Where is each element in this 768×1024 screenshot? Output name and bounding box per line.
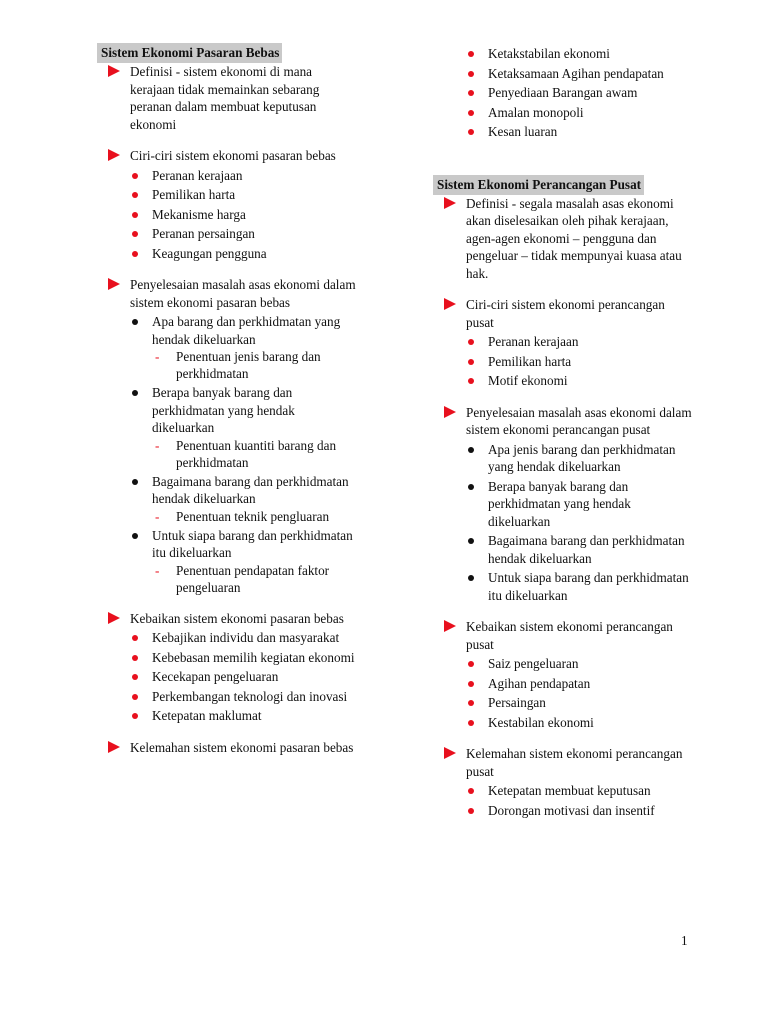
red-arrow-icon [108, 65, 120, 77]
red-arrow-icon [108, 612, 120, 624]
bullet-list-kelemahan-continued [433, 45, 695, 141]
dash-icon: - [155, 437, 160, 453]
red-bullet-icon [132, 694, 138, 700]
bullet-list-penyelesaian [97, 313, 359, 596]
sub-item: - Penentuan jenis barang dan perkhidmatan [155, 349, 321, 381]
list-item: Kesan luaran [433, 123, 695, 141]
black-bullet-icon [132, 533, 138, 539]
list-item: Bagaimana barang dan perkhidmatan hendak dikeluarkan [433, 532, 695, 567]
red-bullet-icon [468, 378, 474, 384]
arrow-item-kebaikan: Kebaikan sistem ekonomi pasaran bebas [97, 610, 359, 628]
black-bullet-icon [468, 575, 474, 581]
left-column [97, 43, 359, 756]
red-arrow-icon [444, 197, 456, 209]
list-item: Dorongan motivasi dan insentif [433, 802, 695, 820]
list-item: Penyediaan Barangan awam [433, 84, 695, 102]
red-bullet-icon [468, 339, 474, 345]
black-bullet-icon [132, 390, 138, 396]
list-item: Kestabilan ekonomi [433, 714, 695, 732]
red-bullet-icon [468, 90, 474, 96]
list-item: Keagungan pengguna [97, 245, 359, 263]
black-bullet-icon [468, 484, 474, 490]
arrow-item-penyelesaian-pusat: Penyelesaian masalah asas ekonomi dalam sistem ekonomi perancangan pusat [433, 404, 695, 439]
arrow-item-ciri: Ciri-ciri sistem ekonomi pasaran bebas [97, 147, 359, 165]
dash-icon: - [155, 508, 160, 524]
red-bullet-icon [468, 51, 474, 57]
list-item: Persaingan [433, 694, 695, 712]
red-bullet-icon [468, 129, 474, 135]
list-item: Saiz pengeluaran [433, 655, 695, 673]
arrow-item-penyelesaian: Penyelesaian masalah asas ekonomi dalam sistem ekonomi pasaran bebas [97, 276, 359, 311]
arrow-item-kebaikan-pusat: Kebaikan sistem ekonomi perancangan pusat [433, 618, 695, 653]
red-bullet-icon [468, 788, 474, 794]
list-item: Pemilikan harta [97, 186, 359, 204]
sub-item: - Penentuan kuantiti barang dan perkhidmatan [155, 437, 337, 470]
red-bullet-icon [468, 71, 474, 77]
black-bullet-icon [468, 538, 474, 544]
list-item: Untuk siapa barang dan perkhidmatan itu dikeluarkan [433, 569, 695, 604]
list-item: Apa barang dan perkhidmatan yang hendak dikeluarkan [97, 313, 359, 348]
sub-item: - Penentuan teknik pengluaran [155, 508, 330, 524]
list-item: Ketakstabilan ekonomi [433, 45, 695, 63]
red-arrow-icon [444, 298, 456, 310]
list-item: Ketaksamaan Agihan pendapatan [433, 65, 695, 83]
red-bullet-icon [132, 212, 138, 218]
list-item: Untuk siapa barang dan perkhidmatan itu dikeluarkan [97, 527, 359, 562]
red-arrow-icon [108, 741, 120, 753]
list-item: Peranan kerajaan [433, 333, 695, 351]
red-bullet-icon [468, 359, 474, 365]
list-item: Kecekapan pengeluaran [97, 668, 359, 686]
arrow-item-kelemahan: Kelemahan sistem ekonomi pasaran bebas [97, 739, 359, 757]
bullet-list-ciri-pusat [433, 333, 695, 390]
section-heading-pasaran-bebas: Sistem Ekonomi Pasaran Bebas [97, 43, 282, 63]
list-item: Ketepatan maklumat [97, 707, 359, 725]
bullet-list-penyelesaian-pusat [433, 441, 695, 605]
right-column [433, 43, 695, 819]
dash-icon: - [155, 562, 160, 578]
arrow-item-definisi: Definisi - sistem ekonomi di mana kerajaan tidak memainkan sebarang peranan dalam membuat keputusan ekonomi [97, 63, 359, 133]
red-arrow-icon [444, 620, 456, 632]
red-bullet-icon [468, 110, 474, 116]
red-bullet-icon [468, 700, 474, 706]
red-arrow-icon [108, 278, 120, 290]
sub-item: - Penentuan pendapatan faktor pengeluaran [155, 562, 330, 595]
section-heading-perancangan-pusat: Sistem Ekonomi Perancangan Pusat [433, 175, 644, 195]
red-bullet-icon [132, 173, 138, 179]
list-item: Motif ekonomi [433, 372, 695, 390]
list-item: Amalan monopoli [433, 104, 695, 122]
black-bullet-icon [132, 319, 138, 325]
list-item: Apa jenis barang dan perkhidmatan yang hendak dikeluarkan [433, 441, 695, 476]
red-bullet-icon [468, 681, 474, 687]
list-item: Berapa banyak barang dan perkhidmatan yang hendak dikeluarkan [433, 478, 695, 531]
red-bullet-icon [132, 635, 138, 641]
red-arrow-icon [444, 406, 456, 418]
bullet-list-kebaikan [97, 629, 359, 725]
page-number: 1 [681, 933, 688, 948]
list-item: Agihan pendapatan [433, 675, 695, 693]
red-bullet-icon [132, 674, 138, 680]
arrow-item-definisi-pusat: Definisi - segala masalah asas ekonomi akan diselesaikan oleh pihak kerajaan, agen-agen ekonomi – pengguna dan pengeluar – tidak mempunyai kuasa atau hak. [433, 195, 695, 283]
red-bullet-icon [132, 251, 138, 257]
arrow-item-kelemahan-pusat: Kelemahan sistem ekonomi perancangan pusat [433, 745, 695, 780]
red-arrow-icon [108, 149, 120, 161]
list-item: Ketepatan membuat keputusan [433, 782, 695, 800]
black-bullet-icon [468, 447, 474, 453]
bullet-list-kebaikan-pusat [433, 655, 695, 731]
red-arrow-icon [444, 747, 456, 759]
list-item: Kebajikan individu dan masyarakat [97, 629, 359, 647]
list-item: Kebebasan memilih kegiatan ekonomi [97, 649, 359, 667]
list-item: Peranan kerajaan [97, 167, 359, 185]
red-bullet-icon [132, 231, 138, 237]
red-bullet-icon [132, 192, 138, 198]
red-bullet-icon [132, 655, 138, 661]
red-bullet-icon [468, 720, 474, 726]
arrow-item-ciri-pusat: Ciri-ciri sistem ekonomi perancangan pusat [433, 296, 695, 331]
red-bullet-icon [468, 808, 474, 814]
list-item: Perkembangan teknologi dan inovasi [97, 688, 359, 706]
bullet-list-kelemahan-pusat [433, 782, 695, 819]
list-item: Mekanisme harga [97, 206, 359, 224]
list-item: Pemilikan harta [433, 353, 695, 371]
bullet-list-ciri [97, 167, 359, 263]
red-bullet-icon [132, 713, 138, 719]
list-item: Bagaimana barang dan perkhidmatan hendak dikeluarkan [97, 473, 359, 508]
list-item: Peranan persaingan [97, 225, 359, 243]
dash-icon: - [155, 349, 160, 364]
list-item: Berapa banyak barang dan perkhidmatan yang hendak dikeluarkan [97, 384, 359, 437]
red-bullet-icon [468, 661, 474, 667]
black-bullet-icon [132, 479, 138, 485]
